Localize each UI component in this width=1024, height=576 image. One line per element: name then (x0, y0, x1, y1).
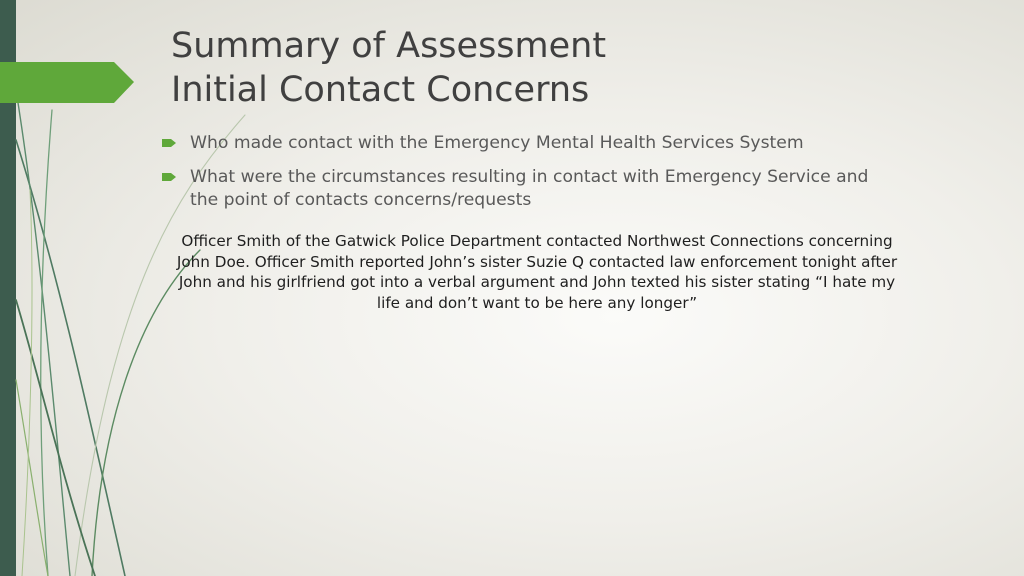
arrow-bullet-icon (162, 137, 176, 149)
title-line-1: Summary of Assessment (171, 26, 607, 66)
bullet-text: Who made contact with the Emergency Mental Health Services System (190, 133, 804, 153)
bullet-item (160, 132, 880, 155)
title-line-2: Initial Contact Concerns (171, 70, 590, 110)
bullet-text: What were the circumstances resulting in contact with Emergency Service and the point of contacts concerns/requests (190, 167, 869, 210)
summary-paragraph: Officer Smith of the Gatwick Police Department contacted Northwest Connections concerning John Doe. Officer Smith reported John’s sister Suzie Q contacted law enforcement tonight after John and his girlfriend got into a verbal argument and John texted his sister stating “I hate my life and don’t want to be here any longer” (176, 232, 898, 312)
slide-title (171, 24, 971, 112)
bullet-list (160, 132, 880, 223)
green-arrow-tab (0, 62, 134, 103)
arrow-bullet-icon (162, 171, 176, 183)
bullet-item (160, 166, 880, 212)
